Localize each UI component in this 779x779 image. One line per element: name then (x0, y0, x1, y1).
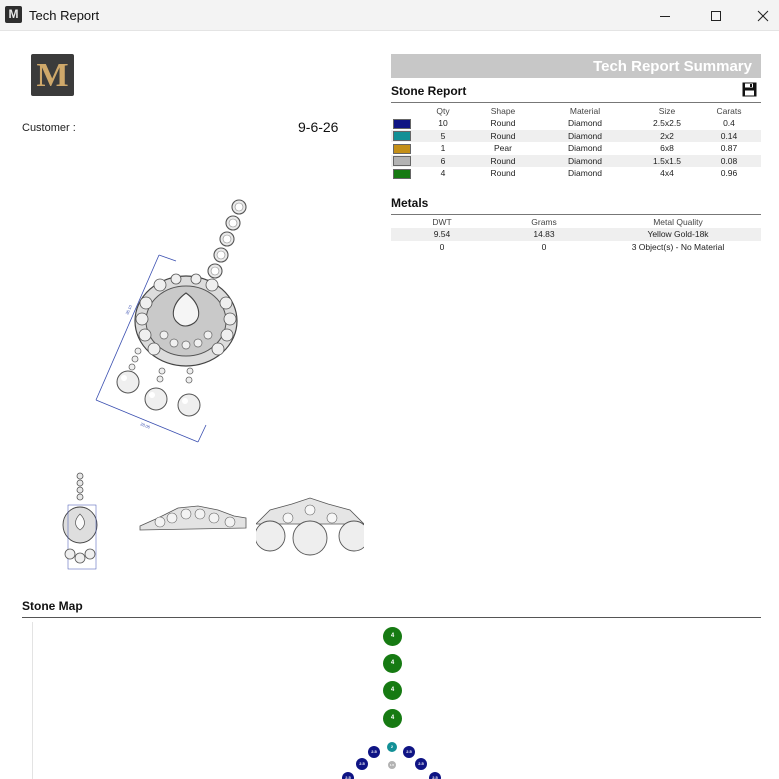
stone-report-divider (391, 102, 761, 103)
stone-marker-navy: 2.5 (403, 746, 415, 758)
thumbnail-bottom-view[interactable] (256, 494, 364, 557)
carats-cell: 0.87 (720, 143, 738, 154)
svg-text:28.06: 28.06 (139, 421, 151, 430)
stone-map-border (32, 622, 33, 779)
table-row (391, 117, 761, 130)
metal-quality-cell: 3 Object(s) - No Material (631, 241, 725, 252)
column-header-carats: Carats (716, 105, 742, 116)
stone-marker-gray: 1.5 (389, 763, 395, 767)
column-header-material: Material (569, 105, 601, 116)
stone-marker-navy: 2.5 (356, 758, 368, 770)
grams-cell: 14.83 (493, 228, 595, 241)
table-row (391, 130, 761, 143)
table-row (391, 155, 761, 168)
svg-text:36.10: 36.10 (124, 304, 133, 316)
minimize-icon (659, 10, 671, 22)
company-logo (31, 54, 74, 96)
stone-report-table (391, 104, 761, 180)
stone-marker-teal: 2 (387, 742, 397, 752)
thumbnail-front-view[interactable] (58, 470, 103, 573)
window-title: Tech Report (29, 8, 100, 23)
carats-cell: 0.08 (697, 155, 761, 168)
dwt-cell: 9.54 (391, 228, 493, 241)
material-cell: Diamond (567, 168, 603, 179)
summary-header (391, 54, 761, 78)
carats-cell: 0.4 (723, 118, 735, 129)
qty-cell: 1 (440, 143, 446, 154)
stone-report-title: Stone Report (391, 84, 467, 98)
size-cell: 2x2 (637, 130, 697, 143)
size-cell: 4x4 (660, 168, 674, 179)
stone-marker-navy: 2.5 (429, 772, 441, 779)
column-header-shape: Shape (490, 105, 516, 116)
column-header-size: Size (658, 105, 676, 116)
size-cell: 1.5x1.5 (637, 155, 697, 168)
shape-cell: Round (473, 130, 533, 143)
size-cell: 6x8 (660, 143, 674, 154)
material-cell: Diamond (567, 118, 603, 129)
stone-marker-green: 4 (383, 681, 402, 700)
save-icon[interactable] (742, 82, 757, 97)
stone-report-header-row (391, 104, 761, 117)
stone-color-swatch (393, 156, 411, 166)
dwt-cell: 0 (439, 241, 445, 252)
metals-title: Metals (391, 196, 429, 210)
qty-cell: 6 (413, 155, 473, 168)
table-row (391, 142, 761, 155)
qty-cell: 5 (413, 130, 473, 143)
app-logo-icon: M (5, 6, 22, 23)
stone-map-divider (22, 617, 761, 618)
close-icon (757, 10, 769, 22)
stone-color-swatch (393, 119, 411, 129)
stone-marker-navy: 2.5 (368, 746, 380, 758)
carats-cell: 0.14 (697, 130, 761, 143)
shape-cell: Pear (494, 143, 512, 154)
stone-marker-navy: 2.5 (342, 772, 354, 779)
table-row (391, 228, 761, 241)
column-header-dwt: DWT (432, 216, 452, 227)
table-row (391, 241, 761, 254)
metals-table (391, 215, 761, 253)
column-header-metal-quality: Metal Quality (653, 216, 703, 227)
material-cell: Diamond (567, 143, 603, 154)
shape-cell: Round (490, 118, 516, 129)
material-cell: Diamond (533, 130, 637, 143)
report-date: 9-6-26 (298, 119, 339, 135)
carats-cell: 0.96 (720, 168, 738, 179)
column-header-grams: Grams (531, 216, 557, 227)
stone-marker-green: 4 (383, 654, 402, 673)
metals-header-row (391, 215, 761, 228)
grams-cell: 0 (541, 241, 547, 252)
logo-letter: M (36, 57, 69, 94)
table-row (391, 167, 761, 180)
minimize-button[interactable] (642, 0, 688, 31)
qty-cell: 10 (438, 118, 448, 129)
stone-color-swatch (393, 131, 411, 141)
stone-color-swatch (393, 169, 411, 179)
close-button[interactable] (740, 0, 779, 31)
thumbnail-side-view[interactable] (138, 500, 248, 536)
shape-cell: Round (490, 168, 516, 179)
stone-map-title: Stone Map (22, 599, 83, 613)
maximize-icon (710, 10, 722, 22)
maximize-button[interactable] (693, 0, 739, 31)
stone-marker-navy: 2.5 (415, 758, 427, 770)
material-cell: Diamond (533, 155, 637, 168)
metal-quality-cell: Yellow Gold-18k (595, 228, 761, 241)
stone-color-swatch (393, 144, 411, 154)
qty-cell: 4 (440, 168, 446, 179)
column-header-qty: Qty (436, 105, 450, 116)
shape-cell: Round (473, 155, 533, 168)
customer-label: Customer : (22, 122, 76, 134)
summary-title: Tech Report Summary (593, 58, 752, 75)
window-titlebar (0, 0, 779, 31)
stone-marker-green: 4 (383, 709, 402, 728)
size-cell: 2.5x2.5 (653, 118, 681, 129)
jewelry-render-main (90, 185, 260, 450)
stone-marker-green: 4 (383, 627, 402, 646)
